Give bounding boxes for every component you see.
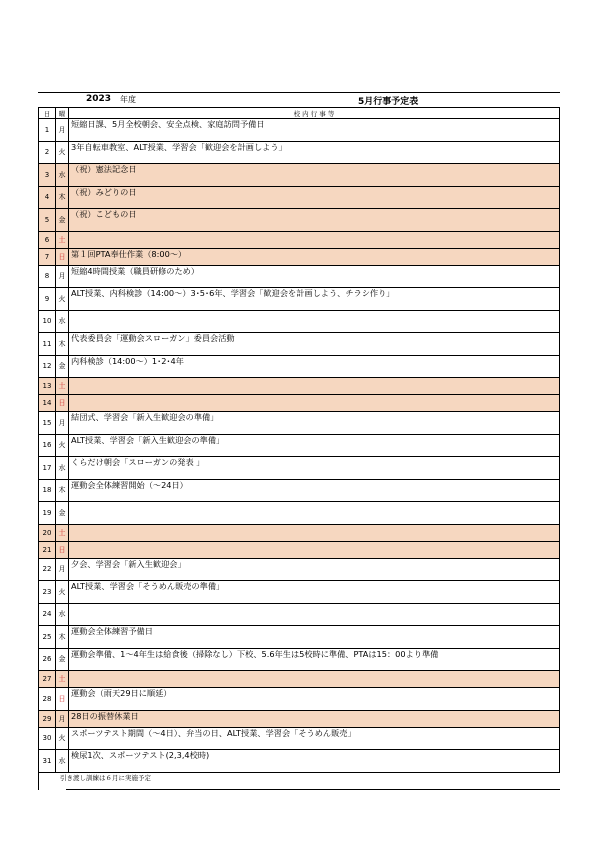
day-number: 3 xyxy=(39,164,56,187)
event-cell: 運動会準備、1～4年生は給食後（掃除なし）下校、5.6年生は5校時に準備、PTAは15：00より準備 xyxy=(69,648,560,671)
day-of-week: 月 xyxy=(56,265,69,288)
day-number: 15 xyxy=(39,412,56,435)
event-cell: 第１回PTA奉仕作業（8:00～） xyxy=(69,248,560,265)
day-of-week: 水 xyxy=(56,457,69,480)
event-cell: ALT授業、学習会「そうめん販売の準備」 xyxy=(69,581,560,604)
event-cell: 内科検診（14:00～）1･2･4年 xyxy=(69,355,560,378)
day-of-week: 日 xyxy=(56,248,69,265)
event-cell: 短縮日課、5月全校朝会、安全点検、家庭訪問予備日 xyxy=(69,119,560,142)
day-number: 13 xyxy=(39,378,56,395)
day-number: 8 xyxy=(39,265,56,288)
day-of-week: 水 xyxy=(56,164,69,187)
day-number: 11 xyxy=(39,333,56,356)
event-cell xyxy=(69,671,560,688)
day-number: 9 xyxy=(39,288,56,311)
day-number: 30 xyxy=(39,727,56,750)
day-number: 4 xyxy=(39,186,56,209)
footer-note: 引き渡し訓練は６月に実施予定 xyxy=(60,774,151,782)
day-of-week: 木 xyxy=(56,333,69,356)
day-number: 17 xyxy=(39,457,56,480)
day-number: 29 xyxy=(39,710,56,727)
day-number: 25 xyxy=(39,626,56,649)
day-of-week: 月 xyxy=(56,558,69,581)
event-cell xyxy=(69,395,560,412)
header-events: 校 内 行 事 等 xyxy=(69,108,560,119)
day-of-week: 火 xyxy=(56,288,69,311)
table-row xyxy=(39,355,560,378)
table-row xyxy=(39,395,560,412)
table-row xyxy=(39,581,560,604)
event-cell: （祝）こどもの日 xyxy=(69,209,560,232)
table-row xyxy=(39,288,560,311)
event-cell xyxy=(69,502,560,525)
day-of-week: 月 xyxy=(56,119,69,142)
page-title: 5月行事予定表 xyxy=(358,97,419,107)
table-row xyxy=(39,688,560,711)
event-cell: （祝）みどりの日 xyxy=(69,186,560,209)
table-row xyxy=(39,457,560,480)
day-number: 18 xyxy=(39,479,56,502)
day-of-week: 木 xyxy=(56,626,69,649)
day-of-week: 土 xyxy=(56,231,69,248)
day-of-week: 土 xyxy=(56,524,69,541)
event-cell: 代表委員会「運動会スローガン」委員会活動 xyxy=(69,333,560,356)
event-cell xyxy=(69,603,560,626)
day-number: 19 xyxy=(39,502,56,525)
table-row xyxy=(39,310,560,333)
day-of-week: 金 xyxy=(56,648,69,671)
event-cell: ALT授業、内科検診（14:00～）3･5･6年、学習会「歓迎会を計画しよう、チラシ作り」 xyxy=(69,288,560,311)
day-number: 20 xyxy=(39,524,56,541)
day-of-week: 土 xyxy=(56,378,69,395)
day-of-week: 土 xyxy=(56,671,69,688)
table-row xyxy=(39,502,560,525)
table-row xyxy=(39,333,560,356)
header-day: 日 xyxy=(39,108,56,119)
day-of-week: 金 xyxy=(56,355,69,378)
day-number: 14 xyxy=(39,395,56,412)
day-of-week: 火 xyxy=(56,434,69,457)
table-row xyxy=(39,541,560,558)
event-cell: 3年自転車教室、ALT授業、学習会「歓迎会を計画しよう」 xyxy=(69,141,560,164)
event-cell: 28日の振替休業日 xyxy=(69,710,560,727)
event-cell xyxy=(69,310,560,333)
event-cell: 検尿1次、スポーツテスト(2,3,4校時) xyxy=(69,750,560,773)
day-number: 23 xyxy=(39,581,56,604)
event-cell xyxy=(69,378,560,395)
day-of-week: 月 xyxy=(56,412,69,435)
table-row xyxy=(39,750,560,773)
table-row xyxy=(39,671,560,688)
day-number: 5 xyxy=(39,209,56,232)
table-row xyxy=(39,558,560,581)
day-number: 22 xyxy=(39,558,56,581)
nendo-label: 年度 xyxy=(120,95,136,104)
event-cell: スポーツテスト期間（～4日）、弁当の日、ALT授業、学習会「そうめん販売」 xyxy=(69,727,560,750)
day-number: 26 xyxy=(39,648,56,671)
table-row xyxy=(39,603,560,626)
schedule-table xyxy=(38,107,560,773)
day-of-week: 金 xyxy=(56,209,69,232)
day-of-week: 月 xyxy=(56,710,69,727)
day-number: 27 xyxy=(39,671,56,688)
event-cell: 運動会全体練習予備日 xyxy=(69,626,560,649)
table-row xyxy=(39,119,560,142)
day-number: 2 xyxy=(39,141,56,164)
day-number: 12 xyxy=(39,355,56,378)
event-cell: 運動会（雨天29日に順延） xyxy=(69,688,560,711)
day-number: 1 xyxy=(39,119,56,142)
table-header xyxy=(39,108,560,119)
table-row xyxy=(39,248,560,265)
day-number: 24 xyxy=(39,603,56,626)
day-of-week: 水 xyxy=(56,603,69,626)
day-of-week: 火 xyxy=(56,581,69,604)
table-row xyxy=(39,231,560,248)
event-cell: 夕会、学習会「新入生歓迎会」 xyxy=(69,558,560,581)
day-of-week: 日 xyxy=(56,541,69,558)
table-row xyxy=(39,412,560,435)
day-of-week: 金 xyxy=(56,502,69,525)
table-row xyxy=(39,727,560,750)
day-number: 16 xyxy=(39,434,56,457)
day-number: 6 xyxy=(39,231,56,248)
table-row xyxy=(39,186,560,209)
table-row xyxy=(39,648,560,671)
table-row xyxy=(39,378,560,395)
day-number: 21 xyxy=(39,541,56,558)
table-row xyxy=(39,209,560,232)
event-cell xyxy=(69,231,560,248)
table-row xyxy=(39,265,560,288)
title-row xyxy=(38,92,560,107)
event-cell xyxy=(69,541,560,558)
event-cell: 短縮4時間授業（職員研修のため） xyxy=(69,265,560,288)
schedule-sheet xyxy=(38,92,560,773)
day-of-week: 火 xyxy=(56,141,69,164)
event-cell: 結団式、学習会「新入生歓迎会の準備」 xyxy=(69,412,560,435)
day-number: 10 xyxy=(39,310,56,333)
header-dow: 曜 xyxy=(56,108,69,119)
day-of-week: 木 xyxy=(56,186,69,209)
table-row xyxy=(39,479,560,502)
day-of-week: 水 xyxy=(56,750,69,773)
day-of-week: 日 xyxy=(56,395,69,412)
table-row xyxy=(39,141,560,164)
left-border xyxy=(38,760,39,790)
table-row xyxy=(39,164,560,187)
event-cell: 運動会全体練習開始（～24日） xyxy=(69,479,560,502)
bottom-border xyxy=(66,789,560,790)
table-row xyxy=(39,524,560,541)
table-row xyxy=(39,710,560,727)
event-cell: くらだけ朝会「スローガンの発表 」 xyxy=(69,457,560,480)
table-row xyxy=(39,626,560,649)
day-of-week: 水 xyxy=(56,310,69,333)
day-number: 28 xyxy=(39,688,56,711)
day-of-week: 火 xyxy=(56,727,69,750)
day-of-week: 日 xyxy=(56,688,69,711)
event-cell: ALT授業、学習会「新入生歓迎会の準備」 xyxy=(69,434,560,457)
event-cell: （祝）憲法記念日 xyxy=(69,164,560,187)
table-row xyxy=(39,434,560,457)
event-cell xyxy=(69,524,560,541)
day-of-week: 木 xyxy=(56,479,69,502)
day-number: 7 xyxy=(39,248,56,265)
year: 2023 xyxy=(86,94,112,104)
day-number: 31 xyxy=(39,750,56,773)
